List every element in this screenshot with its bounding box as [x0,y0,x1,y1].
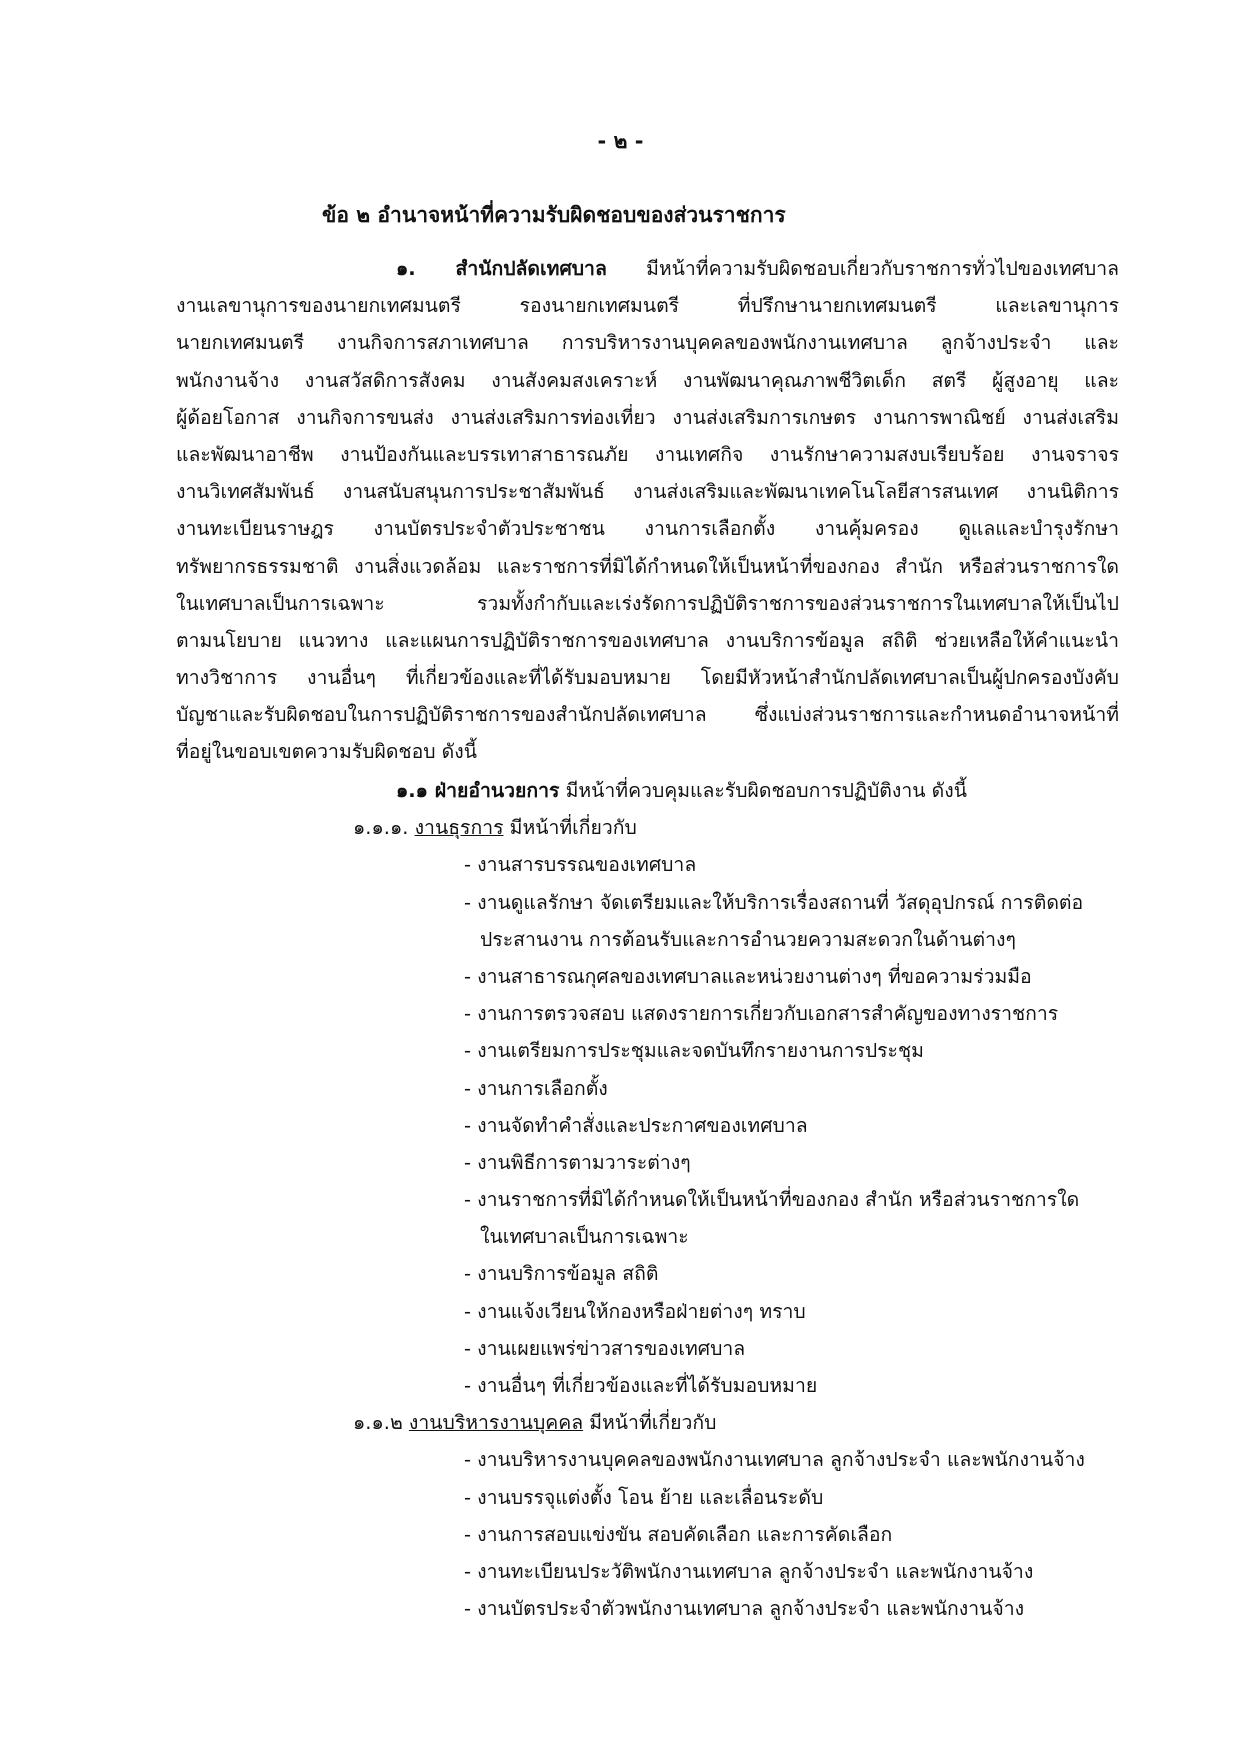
paragraph-line: ทรัพยากรธรรมชาติ งานสิ่งแวดล้อม และราชการที่มิได้กำหนดให้เป็นหน้าที่ของกอง สำนัก หรือส่วนราชการใด [176,554,1119,578]
subsection-label: ๑.๑ ฝ่ายอำนวยการ [396,779,560,802]
subsection-text: มีหน้าที่ควบคุมและรับผิดชอบการปฏิบัติงาน ดังนี้ [559,779,967,802]
paragraph-line: งานทะเบียนราษฎร งานบัตรประจำตัวประชาชน งานการเลือกตั้ง งานคุ้มครอง ดูแลและบำรุงรักษา [176,517,1119,541]
paragraph-line: บัญชาและรับผิดชอบในการปฏิบัติราชการของสำนักปลัดเทศบาล ซึ่งแบ่งส่วนราชการและกำหนดอำนาจหน้าที่ [176,703,1119,727]
subsection-1-1-2-heading [0,1404,1241,1441]
page-number: - ๒ - [597,129,644,153]
list-item: - งานอื่นๆ ที่เกี่ยวข้องและที่ได้รับมอบหมาย [464,1374,818,1397]
list-item: - งานทะเบียนประวัติพนักงานเทศบาล ลูกจ้างประจำ และพนักงานจ้าง [464,1559,1034,1583]
subsection-number: ๑.๑.๑. [353,816,409,840]
section1-paragraph [176,250,1119,771]
section1-label: ๑. สำนักปลัดเทศบาล [396,257,607,280]
subsection-text: มีหน้าที่เกี่ยวกับ [503,816,637,840]
paragraph-line [176,250,1119,287]
paragraph-line: ทางวิชาการ งานอื่นๆ ที่เกี่ยวข้องและที่ได้รับมอบหมาย โดยมีหัวหน้าสำนักปลัดเทศบาลเป็นผู้ปกครองบังคับ [176,666,1119,690]
list-item: - งานสาธารณกุศลของเทศบาลและหน่วยงานต่างๆ ที่ขอความร่วมมือ [464,964,1032,988]
subsection-text: มีหน้าที่เกี่ยวกับ [583,1411,717,1435]
paragraph-text: มีหน้าที่ความรับผิดชอบเกี่ยวกับราชการทั่วไปของเทศบาล [606,257,1119,280]
list-item: - งานการเลือกตั้ง [464,1076,608,1100]
paragraph-line: พนักงานจ้าง งานสวัสดิการสังคม งานสังคมสงเคราะห์ งานพัฒนาคุณภาพชีวิตเด็ก สตรี ผู้สูงอายุ และ [176,368,1119,392]
list-item: - งานเผยแพร่ข่าวสารของเทศบาล [464,1336,746,1360]
subsection-list [0,772,1241,1627]
subsection-1-1-heading [0,772,1241,809]
list-item: - งานบริการข้อมูล สถิติ [464,1262,659,1286]
list-item: - งานแจ้งเวียนให้กองหรือฝ่ายต่างๆ ทราบ [464,1299,806,1323]
subsection-1-1-1-heading [0,809,1241,846]
subsection-title: งานบริหารงานบุคคล [408,1411,584,1435]
list-item: - งานการตรวจสอบ แสดงรายการเกี่ยวกับเอกสารสำคัญของทางราชการ [464,1002,1059,1026]
paragraph-line: งานเลขานุการของนายกเทศมนตรี รองนายกเทศมนตรี ที่ปรึกษานายกเทศมนตรี และเลขานุการ [176,294,1119,318]
paragraph-line: งานวิเทศสัมพันธ์ งานสนับสนุนการประชาสัมพันธ์ งานส่งเสริมและพัฒนาเทคโนโลยีสารสนเทศ งานนิติการ [176,480,1119,504]
list-item-continuation: ประสานงาน การต้อนรับและการอำนวยความสะดวกในด้านต่างๆ [480,927,1016,951]
paragraph-line: ตามนโยบาย แนวทาง และแผนการปฏิบัติราชการของเทศบาล งานบริการข้อมูล สถิติ ช่วยเหลือให้คำแนะนำ [176,628,1119,652]
list-item: - งานบรรจุแต่งตั้ง โอน ย้าย และเลื่อนระดับ [464,1485,824,1509]
list-item: - งานบริหารงานบุคคลของพนักงานเทศบาล ลูกจ้างประจำ และพนักงานจ้าง [464,1448,1085,1472]
list-item-continuation: ในเทศบาลเป็นการเฉพาะ [480,1225,689,1249]
list-item: - งานสารบรรณของเทศบาล [464,853,697,877]
paragraph-line: ในเทศบาลเป็นการเฉพาะ รวมทั้งกำกับและเร่งรัดการปฏิบัติราชการของส่วนราชการในเทศบาลให้เป็นไป [176,591,1119,615]
paragraph-line: ที่อยู่ในขอบเขตความรับผิดชอบ ดังนี้ [176,740,477,764]
subsection-title: งานธุรการ [414,816,504,840]
list-item: - งานราชการที่มิได้กำหนดให้เป็นหน้าที่ของกอง สำนัก หรือส่วนราชการใด [464,1188,1080,1212]
list-item: - งานบัตรประจำตัวพนักงานเทศบาล ลูกจ้างประจำ และพนักงานจ้าง [464,1597,1025,1621]
list-item: - งานดูแลรักษา จัดเตรียมและให้บริการเรื่องสถานที่ วัสดุอุปกรณ์ การติดต่อ [464,890,1084,914]
paragraph-line: และพัฒนาอาชีพ งานป้องกันและบรรเทาสาธารณภัย งานเทศกิจ งานรักษาความสงบเรียบร้อย งานจราจร [176,442,1119,466]
paragraph-line: ผู้ด้อยโอกาส งานกิจการขนส่ง งานส่งเสริมการท่องเที่ยว งานส่งเสริมการเกษตร งานการพาณิชย์ งานส่งเสริม [176,405,1119,429]
list-item: - งานจัดทำคำสั่งและประกาศของเทศบาล [464,1113,808,1137]
subsection-number: ๑.๑.๒ [353,1411,403,1435]
paragraph-line: นายกเทศมนตรี งานกิจการสภาเทศบาล การบริหารงานบุคคลของพนักงานเทศบาล ลูกจ้างประจำ และ [176,331,1119,355]
section-heading: ข้อ ๒ อำนาจหน้าที่ความรับผิดชอบของส่วนราชการ [322,203,786,227]
list-item: - งานการสอบแข่งขัน สอบคัดเลือก และการคัดเลือก [464,1522,893,1546]
list-item: - งานพิธีการตามวาระต่างๆ [464,1150,691,1174]
list-item: - งานเตรียมการประชุมและจดบันทึกรายงานการประชุม [464,1039,924,1063]
